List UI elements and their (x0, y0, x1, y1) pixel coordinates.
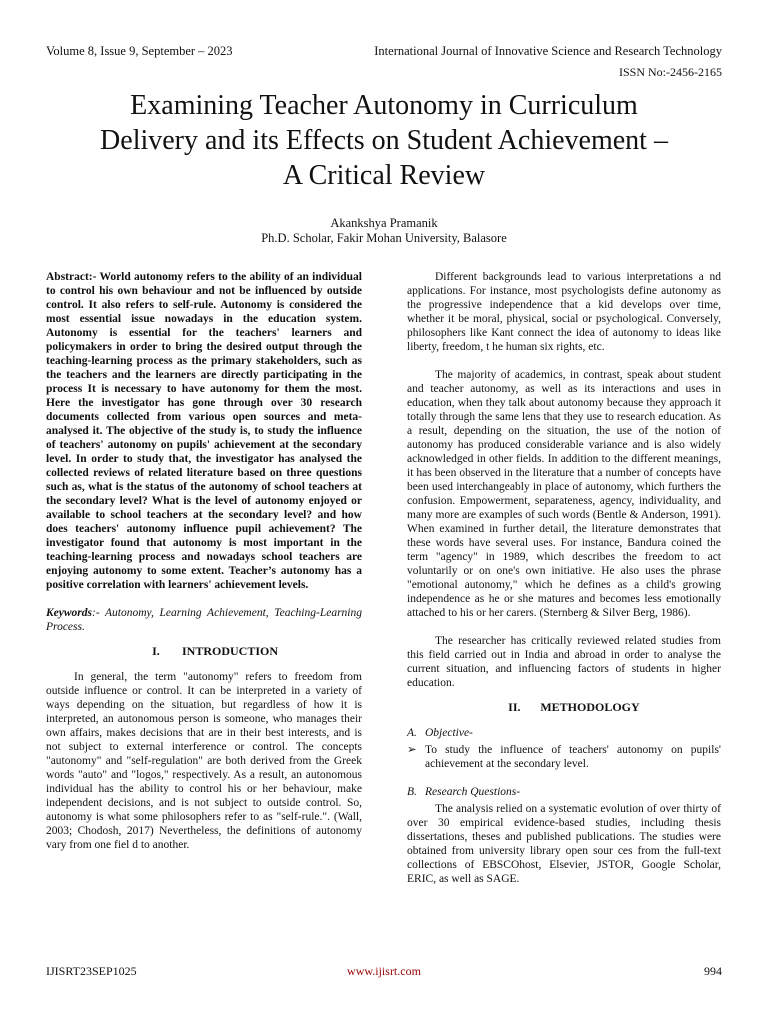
subsection-letter: A. (407, 727, 417, 739)
arrow-bullet-icon: ➢ (407, 744, 417, 756)
paper-title (40, 88, 728, 193)
paragraph: The analysis relied on a systematic evolution of over thirty of over 30 empirical evidence-based studies, including thesis dissertations, theses and published publications. The studies were obtained from university library open sour ces from the full-text collections of EBSCOhost, Elsevier, JSTOR, Google Scholar, ERIC, as well as SAGE. (407, 803, 721, 885)
author-affiliation: Ph.D. Scholar, Fakir Mohan University, Balasore (261, 231, 507, 245)
section-number: I. (152, 644, 160, 658)
footer-paper-id: IJISRT23SEP1025 (46, 964, 137, 978)
bullet-text: To study the influence of teachers' autonomy on pupils' achievement at the secondary level. (425, 744, 721, 770)
author-name: Akankshya Pramanik (330, 216, 438, 230)
intro-paragraph: In general, the term "autonomy" refers to freedom from outside influence or control. It can be interpreted in a variety of ways depending on the situation, but regardless of how it is interpreted, an autonomous person is someone, who manages their own affairs, makes decisions that are in their best interests, and is not subject to external interference or control. The concepts "autonomy" and "self-regulation" are both derived from the Greek words "auto" and "logos," respectively. As a result, an autonomous individual has the ability to control his or her behaviour, make independent decisions, and is not subject to outside control. So, autonomy is what some philosophers refer to as "self-rule.". (Wall, 2003; Chodosh, 2017) Nevertheless, the definitions of autonomy vary from one fiel d to another. (46, 671, 362, 851)
footer-website-link[interactable]: www.ijisrt.com (347, 964, 421, 978)
title-line: A Critical Review (282, 160, 486, 191)
issn: ISSN No:-2456-2165 (618, 65, 722, 79)
paragraph: The majority of academics, in contrast, speak about student and teacher autonomy, as well as its interactions and uses in education, when they talk about autonomy because they approach it totally through the same lens that they use to research education. As a result, depending on the situation, the use of the notion of autonomy has produced considerable variance and is also widely acknowledged in other fields. In addition to the different meanings, it has been observed in the literature that a number of concepts have been used interchangeably in place of autonomy, which furthers the confusion. Empowerment, separateness, agency, individuality, and many more are examples of such words (Bentle & Anderson, 1991). When examined in further detail, the literature demonstrates that these words have several uses. For instance, Bandura coined the term "agency" in 1989, which describes the freedom to act voluntarily or on one's own initiative. He also uses the phrase "emotional autonomy," which he defines as a child's growing independence as he or she matures and becomes less emotionally attached to his or her carers. (Sternberg & Silver Berg, 1986). (407, 369, 721, 619)
section-heading-methodology (407, 700, 721, 714)
subsection-letter: B. (407, 786, 417, 798)
paragraph: The researcher has critically reviewed related studies from this field carried out in India and abroad in order to analyse the current situation, and influencing factors of students in higher education. (407, 635, 721, 689)
subsection-title: Objective- (425, 727, 473, 739)
abstract: Abstract:- World autonomy refers to the ability of an individual to control his own behaviour and not be influenced by outside control. It also refers to self-rule. Autonomy is considered the most essential issue nowadays in the education system. Autonomy is essential for the teachers' learners and policymakers in order to bring the desired output through the teaching-learning process as the primary stakeholders, such as the teachers and the learners are directly participating in the process It is necessary to have autonomy for them the most. Here the investigator has gone through over 30 research documents collected from various open sources and meta-analysed it. The objective of the study is, to study the influence of teachers' autonomy on pupils' achievement at the secondary level. In order to study that, the investigator has analysed the collected reviews of related literature based on three questions such as, what is the status of the autonomy of school teachers at the secondary level? What is the level of autonomy enjoyed or available to school teachers at the secondary level? and how does teachers' autonomy influence pupil achievement? The investigator found that autonomy is most important in the teaching-learning process and nowadays school teachers are enjoying autonomy to some extent. Teacher’s autonomy has a positive correlation with learners' achievement levels. (46, 271, 362, 591)
keywords-label: Keywords (46, 607, 92, 619)
subsection-objective (407, 726, 721, 740)
page-number: 994 (704, 964, 722, 978)
left-column (46, 270, 362, 852)
section-title: METHODOLOGY (540, 700, 640, 714)
keywords-text: :- Autonomy, Learning Achievement, Teaching-Learning Process. (46, 607, 362, 633)
section-number: II. (508, 700, 521, 714)
bullet-item (407, 743, 721, 771)
subsection-research-questions (407, 785, 721, 799)
journal-name: International Journal of Innovative Science and Research Technology (374, 44, 722, 58)
right-column (407, 270, 721, 886)
section-heading-introduction (46, 644, 362, 658)
subsection-title: Research Questions- (425, 786, 521, 798)
paragraph: Different backgrounds lead to various interpretations a nd applications. For instance, most psychologists define autonomy as the progressive independence that a kid develops over time, whether it be moral, physical, social or psychological. Conversely, philosophers like Kant connect the idea of autonomy to ideas like liberty, freedom, t he human six rights, etc. (407, 271, 721, 353)
section-title: INTRODUCTION (181, 644, 278, 658)
author-block (0, 216, 768, 246)
title-line: Delivery and its Effects on Student Achievement – (100, 125, 668, 156)
title-line: Examining Teacher Autonomy in Curriculum (130, 90, 638, 121)
keywords (46, 606, 362, 634)
journal-volume: Volume 8, Issue 9, September – 2023 (46, 44, 233, 58)
